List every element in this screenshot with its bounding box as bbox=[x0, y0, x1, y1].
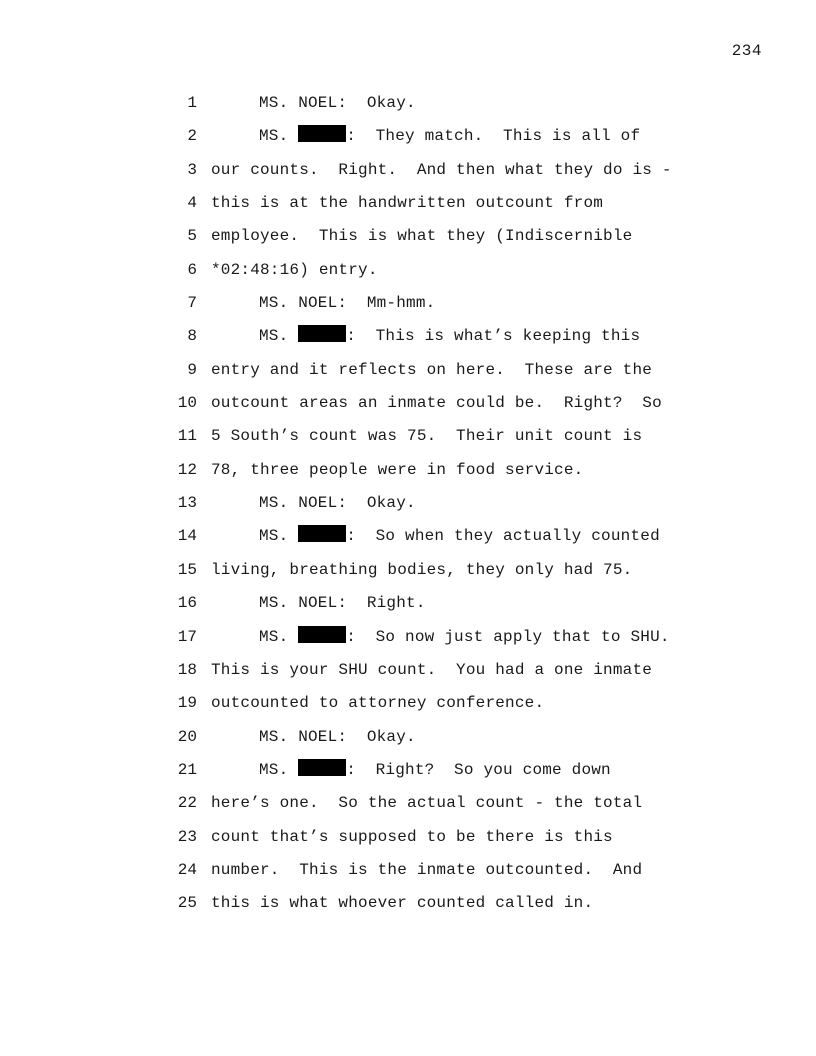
transcript-line bbox=[172, 854, 732, 887]
line-number: 9 bbox=[187, 360, 197, 379]
line-text bbox=[211, 654, 652, 687]
line-text-segment: MS. NOEL: Right. bbox=[259, 594, 426, 613]
transcript-line bbox=[172, 320, 732, 353]
line-number: 24 bbox=[177, 860, 197, 879]
line-text-segment: number. This is the inmate outcounted. And bbox=[211, 860, 643, 879]
transcript-line bbox=[172, 120, 732, 153]
line-text-segment: 78, three people were in food service. bbox=[211, 460, 584, 479]
redaction-block bbox=[298, 626, 346, 643]
line-text bbox=[211, 787, 642, 820]
line-number: 18 bbox=[177, 660, 197, 679]
line-number: 15 bbox=[177, 560, 197, 579]
line-text bbox=[211, 554, 632, 587]
line-number: 25 bbox=[177, 894, 197, 913]
line-number: 16 bbox=[177, 594, 197, 613]
line-text-segment: this is at the handwritten outcount from bbox=[211, 194, 604, 213]
line-text bbox=[211, 354, 652, 387]
line-text bbox=[259, 120, 640, 153]
line-number: 4 bbox=[187, 194, 197, 213]
line-text-segment: MS. NOEL: Okay. bbox=[259, 94, 416, 112]
line-text-segment: 5 South’s count was 75. Their unit count is bbox=[211, 427, 643, 446]
line-text-segment: this is what whoever counted called in. bbox=[211, 894, 594, 913]
line-text-segment: : Right? So you come down bbox=[346, 760, 611, 779]
line-text bbox=[259, 754, 611, 787]
transcript-line bbox=[172, 287, 732, 320]
line-text bbox=[211, 254, 378, 287]
transcript-line bbox=[172, 821, 732, 854]
line-text bbox=[211, 387, 662, 420]
redaction-block bbox=[298, 125, 346, 142]
line-text bbox=[211, 821, 613, 854]
line-text-segment: : This is what’s keeping this bbox=[346, 327, 641, 346]
redaction-block bbox=[298, 525, 346, 542]
line-text bbox=[211, 887, 593, 920]
line-text bbox=[211, 220, 632, 253]
transcript-line bbox=[172, 354, 732, 387]
line-text bbox=[211, 454, 583, 487]
line-text-segment: : So when they actually counted bbox=[346, 527, 660, 546]
line-text-segment: : They match. This is all of bbox=[346, 127, 641, 146]
transcript-line bbox=[172, 654, 732, 687]
line-text-segment: MS. NOEL: Okay. bbox=[259, 727, 416, 746]
line-number: 3 bbox=[187, 160, 197, 179]
line-number: 23 bbox=[177, 827, 197, 846]
line-text bbox=[211, 854, 642, 887]
transcript-line bbox=[172, 387, 732, 420]
line-number: 13 bbox=[177, 494, 197, 513]
transcript-line bbox=[172, 487, 732, 520]
line-number: 12 bbox=[177, 460, 197, 479]
line-number: 22 bbox=[177, 794, 197, 813]
line-text-segment: count that’s supposed to be there is this bbox=[211, 827, 613, 846]
redaction-block bbox=[298, 759, 346, 776]
line-number: 14 bbox=[177, 527, 197, 546]
line-text bbox=[259, 487, 416, 520]
line-number: 20 bbox=[177, 727, 197, 746]
transcript-line bbox=[172, 154, 732, 187]
line-text-segment: employee. This is what they (Indiscernible bbox=[211, 227, 633, 246]
transcript-line bbox=[172, 520, 732, 553]
line-text bbox=[259, 587, 426, 620]
line-number: 11 bbox=[177, 427, 197, 446]
line-text-segment: MS. bbox=[259, 627, 299, 646]
transcript-body bbox=[172, 87, 732, 921]
line-number: 17 bbox=[177, 627, 197, 646]
line-text-segment: outcounted to attorney conference. bbox=[211, 694, 545, 713]
line-text-segment: MS. bbox=[259, 760, 299, 779]
transcript-line bbox=[172, 687, 732, 720]
line-number: 5 bbox=[187, 227, 197, 246]
line-text bbox=[259, 287, 435, 320]
transcript-line bbox=[172, 721, 732, 754]
line-text bbox=[259, 320, 640, 353]
transcript-line bbox=[172, 454, 732, 487]
line-text-segment: MS. bbox=[259, 327, 299, 346]
transcript-line bbox=[172, 754, 732, 787]
line-number: 8 bbox=[187, 327, 197, 346]
line-text-segment: *02:48:16) entry. bbox=[211, 260, 378, 279]
line-text-segment: MS. NOEL: Okay. bbox=[259, 494, 416, 513]
transcript-line bbox=[172, 87, 732, 120]
transcript-line bbox=[172, 420, 732, 453]
line-text bbox=[211, 687, 544, 720]
line-text-segment: MS. bbox=[259, 527, 299, 546]
line-number: 7 bbox=[187, 294, 197, 313]
page-number: 234 bbox=[731, 42, 762, 60]
transcript-line bbox=[172, 787, 732, 820]
line-text bbox=[259, 87, 416, 120]
line-text-segment: outcount areas an inmate could be. Right? So bbox=[211, 394, 662, 413]
line-number: 19 bbox=[177, 694, 197, 713]
line-text-segment: MS. bbox=[259, 127, 299, 146]
line-number: 2 bbox=[187, 127, 197, 146]
line-text bbox=[259, 721, 416, 754]
line-text-segment: : So now just apply that to SHU. bbox=[346, 627, 670, 646]
line-text bbox=[211, 154, 672, 187]
line-text-segment: entry and it reflects on here. These are the bbox=[211, 360, 653, 379]
transcript-line bbox=[172, 220, 732, 253]
line-text bbox=[259, 621, 670, 654]
transcript-line bbox=[172, 187, 732, 220]
transcript-line bbox=[172, 254, 732, 287]
transcript-line bbox=[172, 587, 732, 620]
transcript-line bbox=[172, 621, 732, 654]
line-text-segment: living, breathing bodies, they only had 75. bbox=[211, 560, 633, 579]
line-number: 10 bbox=[177, 394, 197, 413]
line-number: 6 bbox=[187, 260, 197, 279]
redaction-block bbox=[298, 325, 346, 342]
line-text bbox=[259, 520, 660, 553]
line-number: 21 bbox=[177, 760, 197, 779]
line-text-segment: This is your SHU count. You had a one inmate bbox=[211, 660, 653, 679]
line-number: 1 bbox=[187, 94, 197, 112]
line-text-segment: here’s one. So the actual count - the total bbox=[211, 794, 643, 813]
transcript-line bbox=[172, 554, 732, 587]
line-text bbox=[211, 420, 642, 453]
line-text-segment: our counts. Right. And then what they do is - bbox=[211, 160, 672, 179]
transcript-line bbox=[172, 887, 732, 920]
line-text bbox=[211, 187, 603, 220]
line-text-segment: MS. NOEL: Mm-hmm. bbox=[259, 294, 436, 313]
